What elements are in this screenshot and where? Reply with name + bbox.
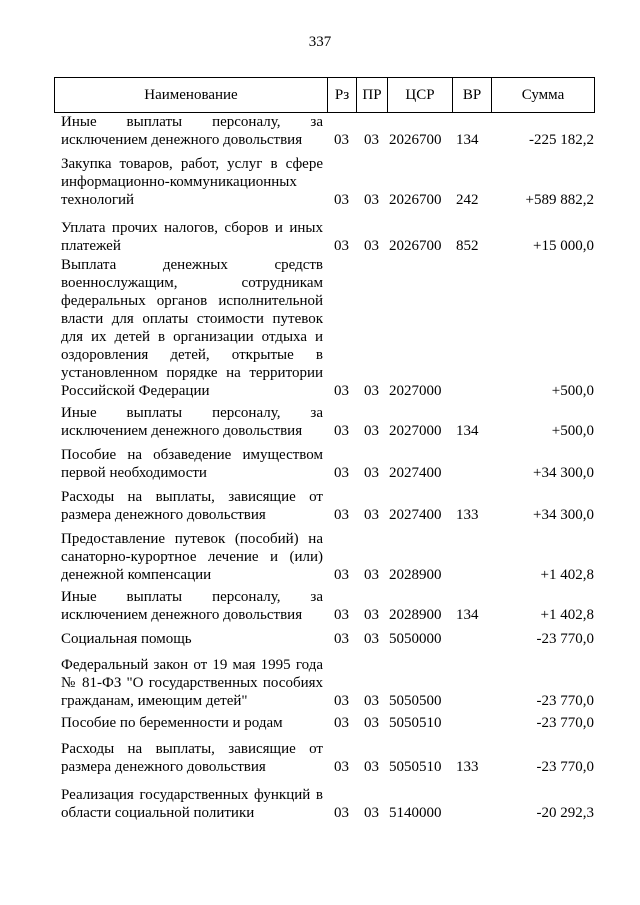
row-csr: 2028900 (389, 567, 442, 583)
row-rz: 03 (334, 607, 349, 623)
row-rz: 03 (334, 132, 349, 148)
row-csr: 2027000 (389, 423, 442, 439)
table-header (54, 77, 595, 113)
row-pr: 03 (364, 507, 379, 523)
row-name-line: Предоставление путевок (пособий) на (61, 531, 323, 547)
row-vr: 133 (456, 507, 479, 523)
row-name-line: гражданам, имеющим детей" (61, 693, 248, 709)
row-csr: 2027400 (389, 465, 442, 481)
row-pr: 03 (364, 759, 379, 775)
row-rz: 03 (334, 192, 349, 208)
row-name-line: области социальной политики (61, 805, 255, 821)
row-name-line: исключением денежного довольствия (61, 132, 303, 148)
header-csr: ЦСР (405, 87, 435, 103)
row-pr: 03 (364, 465, 379, 481)
row-rz: 03 (334, 693, 349, 709)
row-csr: 2028900 (389, 607, 442, 623)
row-sum: -23 770,0 (536, 759, 594, 775)
row-sum: +34 300,0 (533, 465, 594, 481)
row-name-line: Пособие по беременности и родам (61, 715, 283, 731)
row-name-line: Иные выплаты персоналу, за (61, 114, 323, 130)
row-pr: 03 (364, 805, 379, 821)
row-sum: -23 770,0 (536, 693, 594, 709)
row-csr: 5140000 (389, 805, 442, 821)
row-csr: 5050500 (389, 693, 442, 709)
row-name (61, 530, 323, 584)
header-name: Наименование (144, 87, 238, 103)
row-sum: +1 402,8 (540, 607, 594, 623)
row-name-line: для их детей в организации отдыха и (61, 329, 323, 345)
row-rz: 03 (334, 383, 349, 399)
row-name-line: Выплата денежных средств (61, 257, 323, 273)
row-sum: +589 882,2 (525, 192, 594, 208)
row-name-line: оздоровления детей, открытые в (61, 347, 323, 363)
row-name-line: размера денежного довольствия (61, 759, 266, 775)
row-pr: 03 (364, 607, 379, 623)
row-vr: 852 (456, 238, 479, 254)
row-rz: 03 (334, 238, 349, 254)
header-rz: Рз (334, 87, 350, 103)
row-sum: +1 402,8 (540, 567, 594, 583)
row-pr: 03 (364, 715, 379, 731)
row-sum: +15 000,0 (533, 238, 594, 254)
row-csr: 2026700 (389, 192, 442, 208)
row-rz: 03 (334, 631, 349, 647)
row-name-line: Социальная помощь (61, 631, 192, 647)
row-name-line: первой необходимости (61, 465, 207, 481)
row-name-line: военнослужащим, сотрудникам (61, 275, 323, 291)
row-name-line: исключением денежного довольствия (61, 607, 303, 623)
row-name-line: власти для оплаты стоимости путевок (61, 311, 323, 327)
row-name-line: технологий (61, 192, 135, 208)
header-sum: Сумма (521, 87, 565, 103)
row-pr: 03 (364, 423, 379, 439)
row-vr: 134 (456, 607, 479, 623)
row-csr: 5050510 (389, 715, 442, 731)
row-name (61, 113, 323, 149)
row-csr: 2026700 (389, 132, 442, 148)
row-sum: +500,0 (551, 423, 594, 439)
row-name (61, 588, 323, 624)
row-vr: 133 (456, 759, 479, 775)
page-number: 337 (308, 34, 332, 50)
row-rz: 03 (334, 507, 349, 523)
row-name (61, 740, 323, 776)
row-csr: 2027400 (389, 507, 442, 523)
row-name (61, 630, 323, 648)
row-name (61, 656, 323, 710)
row-csr: 2026700 (389, 238, 442, 254)
row-vr: 242 (456, 192, 479, 208)
row-name-line: Российской Федерации (61, 383, 210, 399)
row-name-line: Пособие на обзаведение имуществом (61, 447, 323, 463)
row-csr: 5050000 (389, 631, 442, 647)
row-rz: 03 (334, 423, 349, 439)
row-csr: 5050510 (389, 759, 442, 775)
row-name-line: Иные выплаты персоналу, за (61, 405, 323, 421)
row-name-line: Иные выплаты персоналу, за (61, 589, 323, 605)
row-name-line: размера денежного довольствия (61, 507, 266, 523)
row-csr: 2027000 (389, 383, 442, 399)
row-sum: -23 770,0 (536, 715, 594, 731)
row-sum: +34 300,0 (533, 507, 594, 523)
row-rz: 03 (334, 567, 349, 583)
row-name-line: Уплата прочих налогов, сборов и иных (61, 220, 323, 236)
row-sum: -225 182,2 (529, 132, 594, 148)
header-vr: ВР (462, 87, 482, 103)
row-name (61, 155, 323, 209)
row-name-line: Расходы на выплаты, зависящие от (61, 489, 323, 505)
row-name (61, 404, 323, 440)
row-name-line: денежной компенсации (61, 567, 212, 583)
row-name (61, 219, 323, 255)
row-pr: 03 (364, 383, 379, 399)
row-name-line: Федеральный закон от 19 мая 1995 года (61, 657, 323, 673)
row-name-line: федеральных органов исполнительной (61, 293, 323, 309)
row-pr: 03 (364, 631, 379, 647)
row-name-line: Закупка товаров, работ, услуг в сфере (61, 156, 323, 172)
row-name-line: Расходы на выплаты, зависящие от (61, 741, 323, 757)
row-name-line: исключением денежного довольствия (61, 423, 303, 439)
row-name-line: установленном порядке на территории (61, 365, 323, 381)
row-name-line: санаторно-курортное лечение и (или) (61, 549, 323, 565)
row-rz: 03 (334, 805, 349, 821)
row-name (61, 786, 323, 822)
row-rz: 03 (334, 715, 349, 731)
row-pr: 03 (364, 567, 379, 583)
row-rz: 03 (334, 465, 349, 481)
row-vr: 134 (456, 423, 479, 439)
row-name (61, 446, 323, 482)
header-pr: ПР (362, 87, 382, 103)
row-pr: 03 (364, 238, 379, 254)
row-rz: 03 (334, 759, 349, 775)
row-name (61, 256, 323, 400)
row-sum: +500,0 (551, 383, 594, 399)
row-vr: 134 (456, 132, 479, 148)
row-pr: 03 (364, 132, 379, 148)
row-name (61, 714, 323, 732)
row-name (61, 488, 323, 524)
row-sum: -20 292,3 (536, 805, 594, 821)
row-sum: -23 770,0 (536, 631, 594, 647)
row-name-line: информационно-коммуникационных (61, 174, 297, 190)
row-pr: 03 (364, 693, 379, 709)
row-name-line: № 81-ФЗ "О государственных пособиях (61, 675, 323, 691)
row-pr: 03 (364, 192, 379, 208)
row-name-line: платежей (61, 238, 121, 254)
row-name-line: Реализация государственных функций в (61, 787, 323, 803)
